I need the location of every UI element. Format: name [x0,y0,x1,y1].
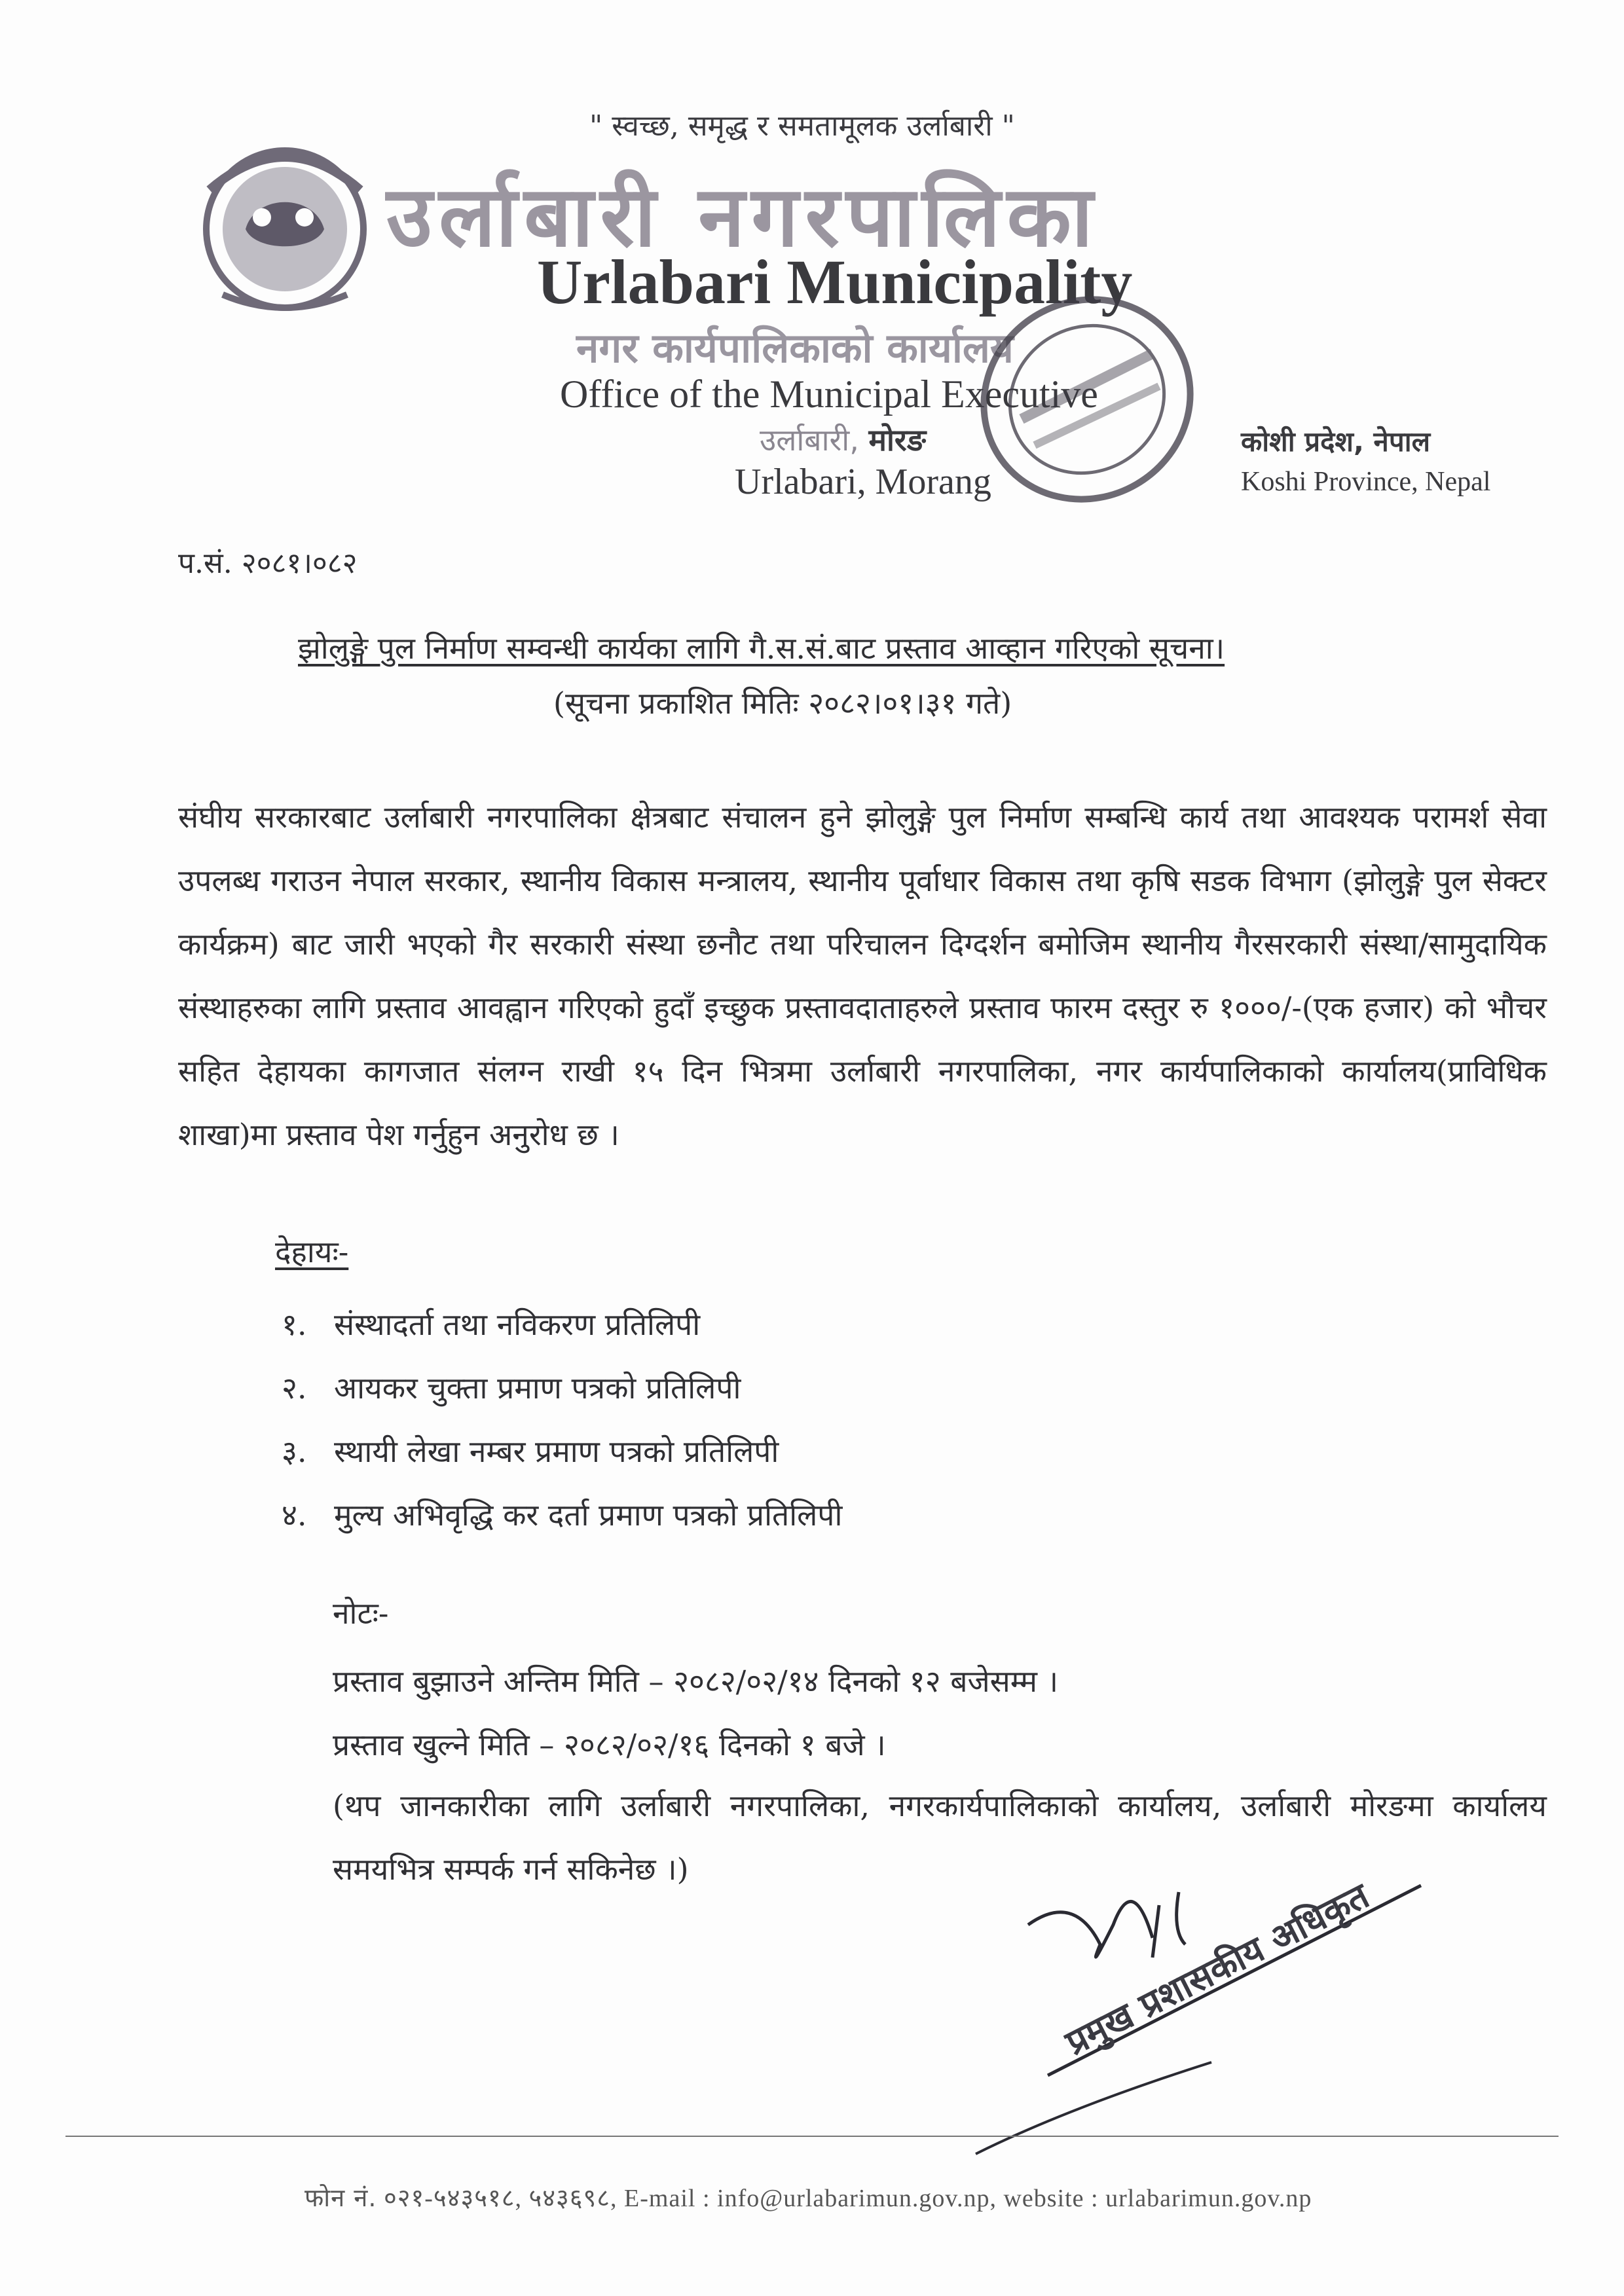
list-item-number: ३. [282,1434,307,1469]
notice-subject: झोलुङ्गे पुल निर्माण सम्वन्धी कार्यका लागि गै.स.सं.बाट प्रस्ताव आव्हान गरिएको सूचना। [298,630,1225,666]
note-label: नोटः- [333,1595,389,1631]
nepal-emblem-icon [183,131,386,321]
list-item-text: स्थायी लेखा नम्बर प्रमाण पत्रको प्रतिलिपी [334,1434,779,1469]
list-item-number: २. [282,1370,307,1406]
signatory-title: प्रमुख प्रशासकीय अधिकृत [1059,1874,1376,2064]
signature-and-title-stamp [936,1846,1460,2174]
list-item [282,1293,842,1357]
list-item-text: मुल्य अभिवृद्धि कर दर्ता प्रमाण पत्रको प्रतिलिपी [334,1497,843,1533]
published-date: (सूचना प्रकाशित मितिः २०८२।०१।३१ गते) [553,685,1012,721]
note-dates [333,1650,1058,1777]
municipality-motto: " स्वच्छ, समृद्ध र समतामूलक उर्लाबारी " [589,109,1015,143]
list-item-number: ४. [282,1497,307,1533]
place-nepali [760,419,926,460]
place-nepali-town: उर्लाबारी, [760,422,859,458]
province-english: Koshi Province, Nepal [1241,467,1491,497]
note-contact: (थप जानकारीका लागि उर्लाबारी नगरपालिका, नगरकार्यपालिकाको कार्यालय, उर्लाबारी मोरङमा कार्यालय समयभित्र सम्पर्क गर्न सकिनेछ ।) [333,1788,1547,1887]
note-opening: प्रस्ताव खुल्ने मिति – २०८२/०२/१६ दिनको १ बजे । [333,1727,886,1762]
footer-contact [304,2180,1312,2214]
email: E-mail : info@urlabarimun.gov.np, [624,2185,997,2212]
place-nepali-district: मोरङ [868,422,927,458]
office-name-nepali: नगर कार्यपालिकाको कार्यालय [576,324,1014,372]
office-name-english: Office of the Municipal Executive [560,373,1098,416]
municipality-name-nepali: उर्लाबारी नगरपालिका [386,168,1100,266]
notice-body: संघीय सरकारबाट उर्लाबारी नगरपालिका क्षेत्रबाट संचालन हुने झोलुङ्गे पुल निर्माण सम्बन्धि कार्य तथा आवश्यक परामर्श सेवा उपलब्ध गराउन नेपाल सरकार, स्थानीय विकास मन्त्रालय, स्थानीय पूर्वाधार विकास तथा कृषि सडक विभाग (झोलुङ्गे पुल सेक्टर कार्यक्रम) बाट जारी भएको गैर सरकारी संस्था छनौट तथा परिचालन दिग्दर्शन बमोजिम स्थानीय गैरसरकारी संस्था/सामुदायिक संस्थाहरुका लागि प्रस्ताव आवह्वान गरिएको हुदाँ इच्छुक प्रस्तावदाताहरुले प्रस्ताव फारम दस्तुर रु १०००/-(एक हजार) को भौचर सहित देहायका कागजात संलग्न राखी १५ दिन भित्रमा उर्लाबारी नगरपालिका, नगर कार्यपालिकाको कार्यालय(प्राविधिक शाखा)मा प्रस्ताव पेश गर्नुहुन अनुरोध छ । [178,799,1547,1152]
list-item-number: १. [282,1307,307,1342]
list-item [282,1420,842,1484]
list-item [282,1484,842,1547]
handwritten-signature [1028,1892,1185,1958]
list-item [282,1357,842,1420]
footer-divider [65,2136,1559,2137]
list-item-text: संस्थादर्ता तथा नविकरण प्रतिलिपी [334,1307,701,1342]
required-documents-list [282,1293,842,1547]
list-item-text: आयकर चुक्ता प्रमाण पत्रको प्रतिलिपी [334,1370,741,1406]
municipality-name-english: Urlabari Municipality [537,247,1133,317]
place-english: Urlabari, Morang [735,462,991,502]
province-nepali: कोशी प्रदेश, नेपाल [1241,426,1431,458]
phone-label: फोन नं. [304,2183,377,2212]
note-deadline: प्रस्ताव बुझाउने अन्तिम मिति – २०८२/०२/१४ दिनको १२ बजेसम्म । [333,1664,1059,1699]
documents-heading: देहायः- [275,1234,349,1269]
reference-number: प.सं. २०८१।०८२ [178,547,358,580]
phone-numbers: ०२१-५४३५१८, ५४३६९८, [383,2185,618,2212]
office-round-stamp-icon [969,288,1205,511]
website: website : urlabarimun.gov.np [1003,2185,1312,2212]
